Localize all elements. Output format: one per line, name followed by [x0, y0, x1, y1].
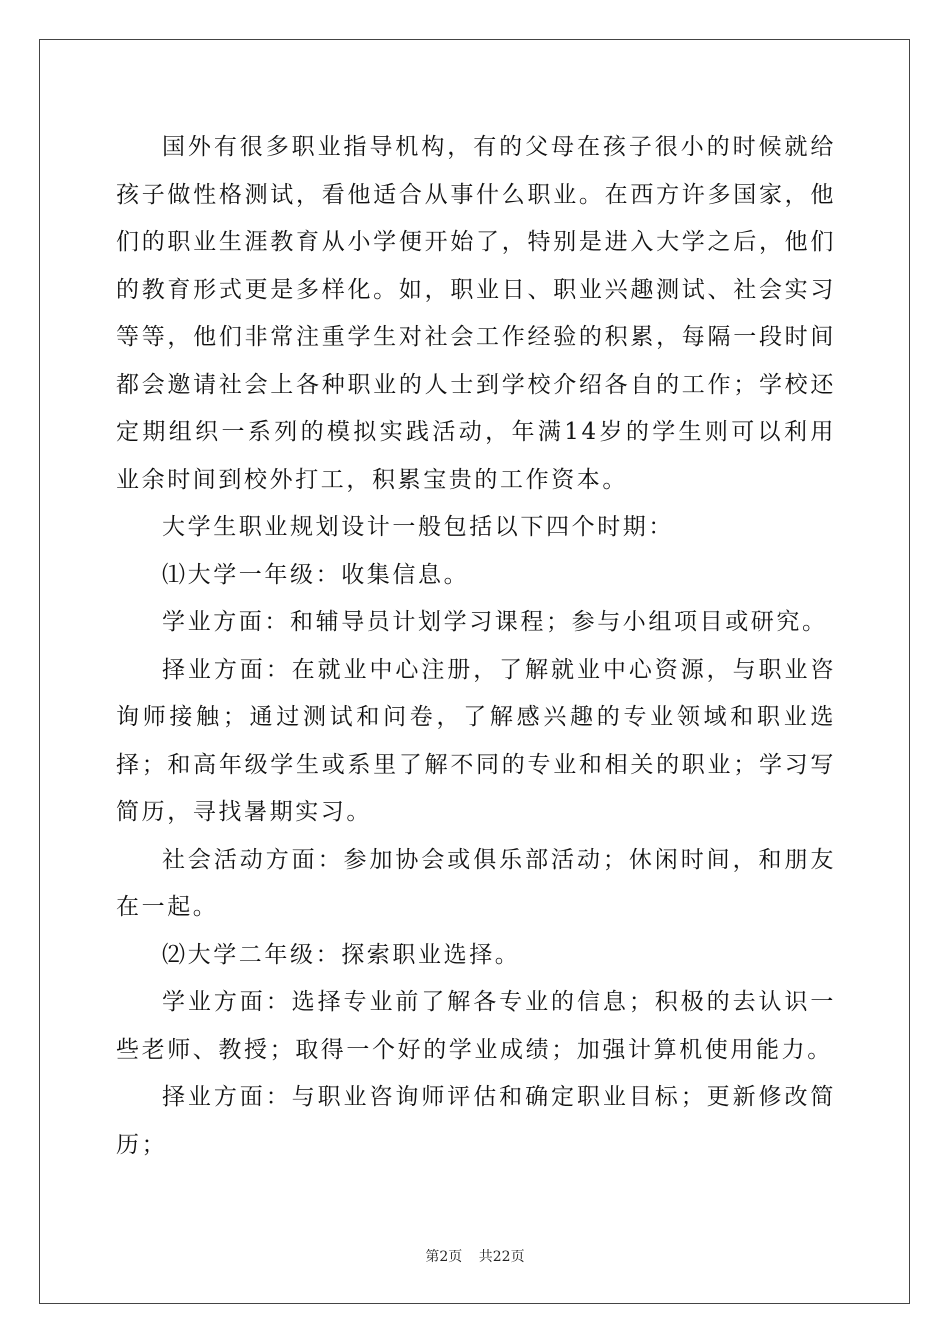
paragraph-year-two-heading: ⑵大学二年级：探索职业选择。 — [162, 941, 521, 968]
page-number: 第2页 — [425, 1249, 463, 1265]
paragraph-year-two-career: 择业方面：与职业咨询师评估和确定职业目标；更新修改简历； — [116, 1084, 836, 1158]
page-footer — [0, 1246, 950, 1266]
paragraph-four-periods: 大学生职业规划设计一般包括以下四个时期： — [162, 514, 674, 540]
paragraph-year-two-academic: 学业方面：选择专业前了解各专业的信息；积极的去认识一些老师、教授；取得一个好的学业成绩；加强计算机使用能力。 — [116, 989, 836, 1063]
paragraph-year-one-heading: ⑴大学一年级：收集信息。 — [162, 561, 470, 588]
paragraph-year-one-social: 社会活动方面：参加协会或俱乐部活动；休闲时间，和朋友在一起。 — [116, 846, 836, 920]
page-total: 共22页 — [478, 1249, 525, 1265]
paragraph-year-one-career: 择业方面：在就业中心注册，了解就业中心资源，与职业咨询师接触；通过测试和问卷，了解感兴趣的专业领域和职业选择；和高年级学生或系里了解不同的专业和相关的职业；学习写简历，寻找暑期实习。 — [116, 656, 836, 825]
document-body — [116, 124, 836, 1169]
paragraph-year-one-academic: 学业方面：和辅导员计划学习课程；参与小组项目或研究。 — [162, 609, 828, 635]
paragraph-intro: 国外有很多职业指导机构，有的父母在孩子很小的时候就给孩子做性格测试，看他适合从事什么职业。在西方许多国家，他们的职业生涯教育从小学便开始了，特别是进入大学之后，他们的教育形式更是多样化。如，职业日、职业兴趣测试、社会实习等等，他们非常注重学生对社会工作经验的积累，每隔一段时间都会邀请社会上各种职业的人士到学校介绍各自的工作；学校还定期组织一系列的模拟实践活动，年满14岁的学生则可以利用业余时间到校外打工，积累宝贵的工作资本。 — [116, 134, 836, 493]
